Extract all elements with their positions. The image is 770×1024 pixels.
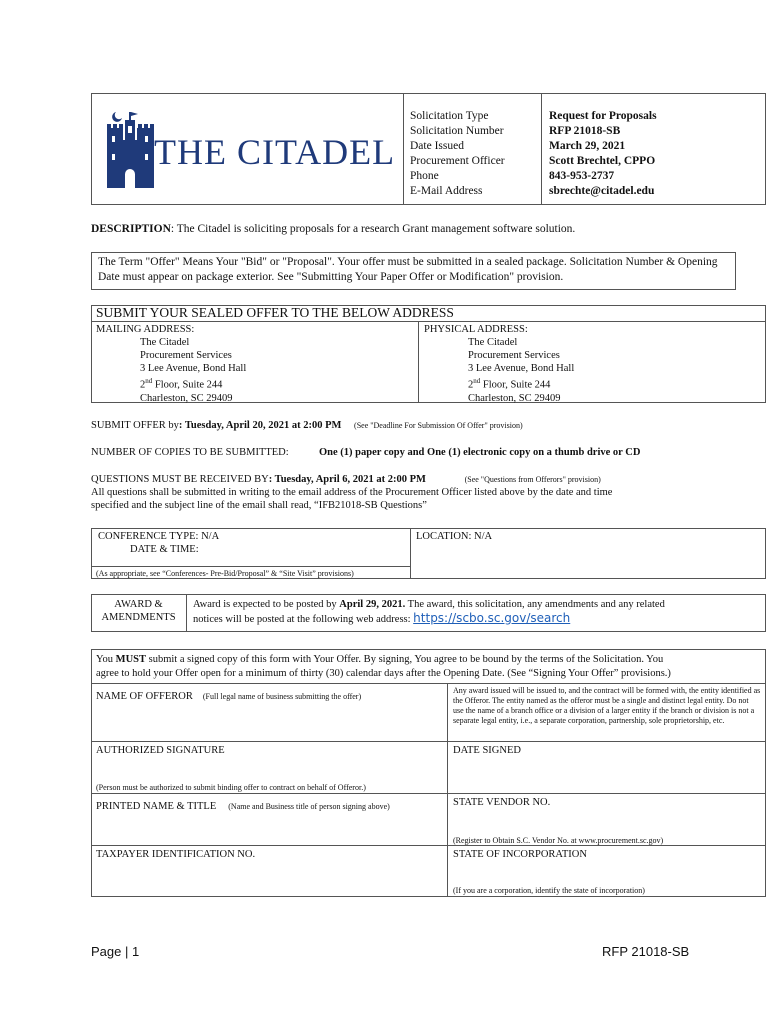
- printed-name-label: PRINTED NAME & TITLE: [96, 801, 217, 812]
- physical-line-3: 3 Lee Avenue, Bond Hall: [468, 363, 575, 374]
- award-label-line-2: AMENDMENTS: [101, 612, 176, 623]
- questions-label: QUESTIONS MUST BE RECEIVED BY: [91, 474, 269, 485]
- offer-notice-box: [91, 252, 736, 290]
- submit-offer: [91, 419, 523, 432]
- label-solicitation-number: Solicitation Number: [410, 125, 504, 137]
- award-text: Award is expected to be posted by April 29, 2021. The award, this solicitation, any amendments and any related: [193, 599, 665, 610]
- label-solicitation-type: Solicitation Type: [410, 110, 489, 122]
- conference-note: (As appropriate, see “Conferences- Pre-Bid/Proposal” & “Site Visit” provisions): [96, 569, 354, 578]
- mailing-line-3: 3 Lee Avenue, Bond Hall: [140, 363, 247, 374]
- citadel-logo: [104, 110, 394, 192]
- conference-location: LOCATION: N/A: [416, 531, 493, 542]
- brand-name: THE CITADEL: [154, 132, 396, 172]
- submit-offer-label: SUBMIT OFFER by: [91, 420, 179, 431]
- questions-line-3: specified and the subject line of the email shall read, “IFB21018-SB Questions”: [91, 500, 427, 511]
- name-of-offeror-note: (Full legal name of business submitting the offer): [202, 692, 362, 701]
- name-of-offeror-label: NAME OF OFFEROR: [96, 691, 193, 702]
- signing-intro: You MUST submit a signed copy of this form with Your Offer. By signing, You agree to be bound by the terms of the Solicitation. You: [96, 654, 664, 665]
- name-of-offeror-field[interactable]: [92, 700, 446, 740]
- award-url-link[interactable]: https://scbo.sc.gov/search: [413, 611, 571, 625]
- award-divider: [186, 594, 187, 632]
- submit-offer-note: (See "Deadline For Submission Of Offer" provision): [354, 421, 523, 430]
- questions: [91, 473, 601, 486]
- physical-city: Charleston, SC 29409: [468, 392, 561, 404]
- physical-lines: [424, 336, 574, 405]
- label-phone: Phone: [410, 170, 439, 182]
- state-vendor-note: (Register to Obtain S.C. Vendor No. at www.procurement.sc.gov): [453, 836, 664, 845]
- award-line-2: notices will be posted at the following web address: https://scbo.sc.gov/search: [193, 611, 571, 625]
- copies-label: NUMBER OF COPIES TO BE SUBMITTED:: [91, 447, 289, 458]
- mailing-address: [96, 323, 246, 405]
- mailing-floor: 2nd Floor, Suite 244: [140, 377, 223, 391]
- submit-offer-value: : Tuesday, April 20, 2021 at 2:00 PM: [178, 420, 342, 431]
- incorporation-field[interactable]: [449, 862, 765, 884]
- mailing-lines: [96, 336, 246, 405]
- description-label: DESCRIPTION: [91, 223, 171, 235]
- address-title-line: [91, 321, 766, 322]
- incorporation-label: STATE OF INCORPORATION: [453, 849, 587, 860]
- mailing-line-2: Procurement Services: [140, 350, 232, 361]
- header-divider-2: [541, 93, 542, 205]
- mailing-label: MAILING ADDRESS:: [96, 324, 195, 335]
- authorized-signature-label: AUTHORIZED SIGNATURE: [96, 745, 225, 756]
- header-divider-1: [403, 93, 404, 205]
- taxpayer-label: TAXPAYER IDENTIFICATION NO.: [96, 849, 256, 860]
- physical-line-2: Procurement Services: [468, 350, 560, 361]
- value-procurement-officer: Scott Brechtel, CPPO: [549, 155, 656, 167]
- copies-value: One (1) paper copy and One (1) electronic copy on a thumb drive or CD: [319, 447, 641, 458]
- printed-name-field[interactable]: [92, 810, 446, 844]
- label-email: E-Mail Address: [410, 185, 483, 197]
- questions-value: : Tuesday, April 6, 2021 at 2:00 PM: [268, 474, 426, 485]
- award-entity-note: Any award issued will be issued to, and the contract will be formed with, the entity identified as the Offeror. The entity named as the offeror must be a single and distinct legal entity. Do not use the name of a branch office or a division of a larger entity if the branch or division is not a separate legal entity, i.e., a separate corporation, partnership, sole proprietorship, etc.: [453, 686, 761, 725]
- header-values: [549, 109, 763, 199]
- award-label-line-1: AWARD &: [114, 599, 163, 610]
- label-procurement-officer: Procurement Officer: [410, 155, 505, 167]
- conference-bottom-line: [91, 566, 411, 567]
- signing-vline: [447, 683, 448, 897]
- questions-note: (See "Questions from Offerors" provision): [464, 475, 601, 484]
- page-number: Page | 1: [91, 944, 140, 959]
- conference-date-time: DATE & TIME:: [130, 544, 199, 555]
- questions-line-2: All questions shall be submitted in writing to the email address of the Procurement Officer listed above by the date and time: [91, 487, 613, 498]
- printed-name-note: (Name and Business title of person signing above): [228, 802, 390, 811]
- physical-line-1: The Citadel: [468, 337, 518, 348]
- signing-intro-line-2: agree to hold your Offer open for a minimum of thirty (30) calendar days after the Opening Date. (See “Signing Your Offer” provisions.): [96, 668, 671, 679]
- physical-label: PHYSICAL ADDRESS:: [424, 324, 528, 335]
- date-signed-field[interactable]: [449, 758, 765, 792]
- date-signed-label: DATE SIGNED: [453, 745, 521, 756]
- award-date: April 29, 2021.: [339, 599, 406, 610]
- value-email: sbrechte@citadel.edu: [549, 185, 655, 197]
- signing-hline-1: [91, 683, 766, 684]
- mailing-line-1: The Citadel: [140, 337, 190, 348]
- address-title: SUBMIT YOUR SEALED OFFER TO THE BELOW ADDRESS: [96, 305, 454, 320]
- conference-type: CONFERENCE TYPE: N/A: [98, 531, 220, 542]
- state-vendor-field[interactable]: [449, 810, 765, 834]
- award-label: [91, 598, 186, 624]
- physical-floor: 2nd Floor, Suite 244: [468, 377, 551, 391]
- description-text: : The Citadel is soliciting proposals for a research Grant management software solution.: [170, 223, 576, 235]
- address-divider: [418, 321, 419, 403]
- taxpayer-field[interactable]: [92, 862, 446, 896]
- value-solicitation-number: RFP 21018-SB: [549, 125, 621, 137]
- mailing-city: Charleston, SC 29409: [140, 392, 233, 404]
- header-labels: [410, 109, 540, 199]
- castle-icon: [104, 110, 156, 190]
- footer-ref: RFP 21018-SB: [602, 944, 690, 959]
- label-date-issued: Date Issued: [410, 140, 464, 152]
- conference-divider: [410, 528, 411, 579]
- signing-hline-2: [91, 741, 766, 742]
- state-vendor-label: STATE VENDOR NO.: [453, 797, 551, 808]
- incorporation-note: (If you are a corporation, identify the state of incorporation): [453, 886, 645, 895]
- signing-hline-4: [91, 845, 766, 846]
- value-phone: 843-953-2737: [549, 170, 615, 182]
- value-solicitation-type: Request for Proposals: [549, 110, 657, 122]
- authorized-signature-field[interactable]: [92, 758, 446, 782]
- physical-address: [424, 323, 574, 405]
- signing-hline-3: [91, 793, 766, 794]
- value-date-issued: March 29, 2021: [549, 140, 626, 152]
- description: [91, 222, 575, 237]
- authorized-signature-note: (Person must be authorized to submit binding offer to contract on behalf of Offeror.): [96, 783, 366, 792]
- offer-notice-text: The Term "Offer" Means Your "Bid" or "Proposal". Your offer must be submitted in a sealed package. Solicitation Number & Opening Date must appear on package exterior. See "Submitting Your Paper Offer or Modification" provision.: [98, 256, 718, 283]
